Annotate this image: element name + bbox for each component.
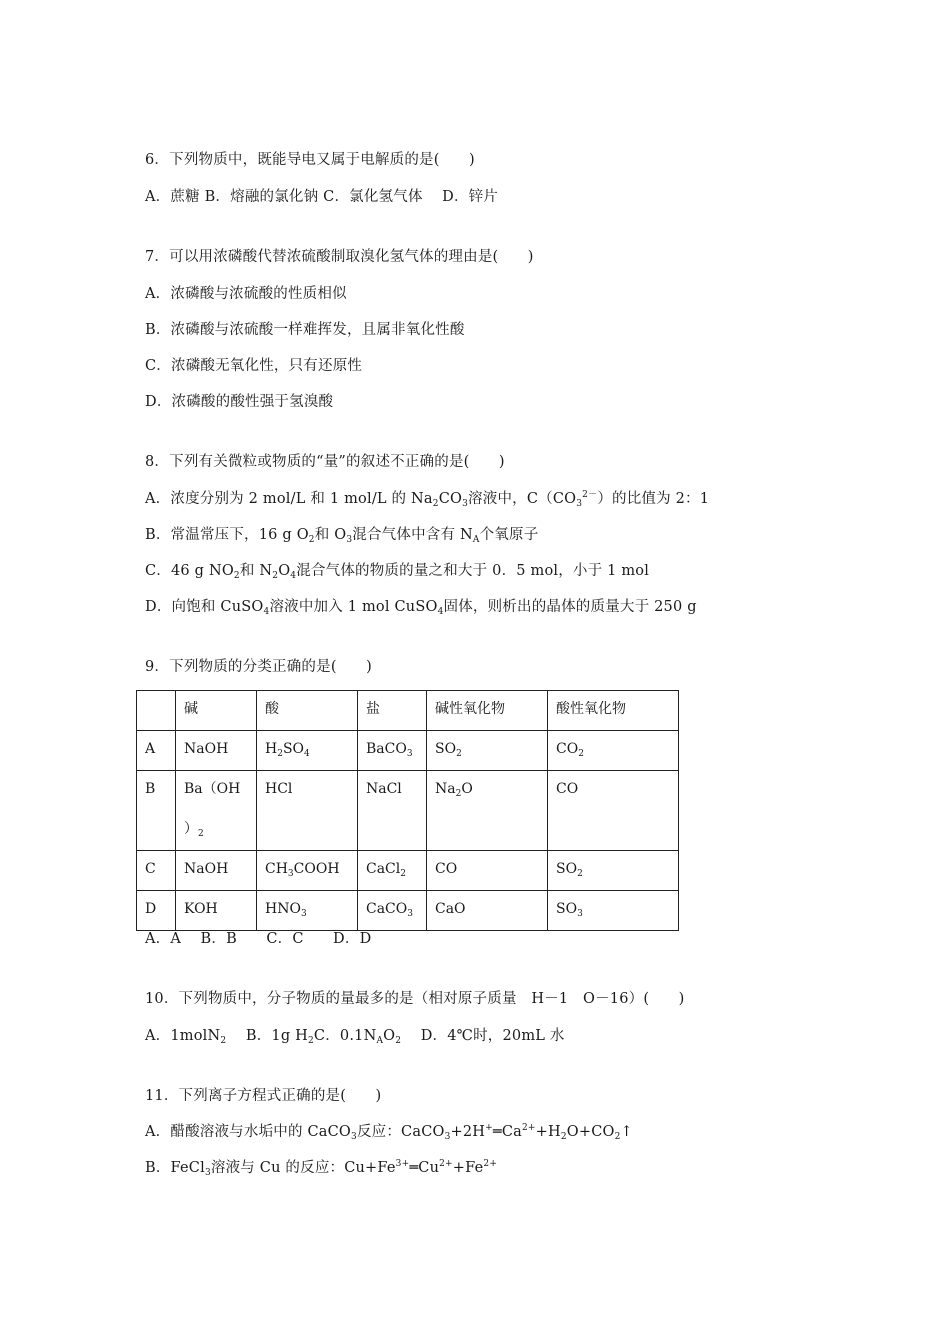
table-header-cell: 酸性氧化物 xyxy=(548,691,679,731)
table-cell: D xyxy=(137,891,176,931)
table-cell: $SO_2$ xyxy=(548,851,679,891)
question-7-option-c: C．浓磷酸无氧化性，只有还原性 xyxy=(145,358,363,374)
table-cell: NaOH xyxy=(176,851,257,891)
question-10-options: A．1molN$_2$ B．1g $H_2C$．$0.1N_AO_2$ D．4℃时，20mL 水 xyxy=(145,1028,565,1046)
table-cell: CaO xyxy=(427,891,548,931)
table-cell: BaCO$_3$ xyxy=(358,731,427,771)
table-cell: $CH_3COOH$ xyxy=(257,851,358,891)
table-cell: NaCl xyxy=(358,771,427,851)
table-header-row xyxy=(137,691,679,731)
question-6-stem: 6．下列物质中，既能导电又属于电解质的是( ) xyxy=(145,152,475,168)
table-cell: HCl xyxy=(257,771,358,851)
question-11-option-b: B．FeCl$_3$溶液与 Cu 的反应：$Cu+Fe^{3+}═Cu^{2+}+Fe^{2+}$ xyxy=(145,1159,498,1178)
table-cell: $HNO_3$ xyxy=(257,891,358,931)
question-10-stem: 10．下列物质中，分子物质的量最多的是（相对原子质量 H－1 O－16）( ) xyxy=(145,991,685,1007)
table-cell: CaCO$_3$ xyxy=(358,891,427,931)
question-11-stem: 11．下列离子方程式正确的是( ) xyxy=(145,1088,382,1104)
question-7-option-b: B．浓磷酸与浓硫酸一样难挥发，且属非氧化性酸 xyxy=(145,322,465,338)
table-cell: CaCl$_2$ xyxy=(358,851,427,891)
table-header-cell: 碱 xyxy=(176,691,257,731)
question-11-option-a: A．醋酸溶液与水垢中的 CaCO$_3$反应：$CaCO_3+2H^+═Ca^{2+}+H_2O+CO_2↑$ xyxy=(145,1123,633,1142)
table-cell: KOH xyxy=(176,891,257,931)
table-cell: Ba（OH ）$_2$ xyxy=(176,771,257,851)
question-7-option-d: D．浓磷酸的酸性强于氢溴酸 xyxy=(145,394,334,410)
question-9-options: A．A B．B C．C D．D xyxy=(145,931,372,947)
table-row xyxy=(137,731,679,771)
table-row xyxy=(137,771,679,851)
question-7-stem: 7．可以用浓磷酸代替浓硫酸制取溴化氢气体的理由是( ) xyxy=(145,249,534,265)
table-cell: B xyxy=(137,771,176,851)
question-7-option-a: A．浓磷酸与浓硫酸的性质相似 xyxy=(145,286,347,302)
question-9-stem: 9．下列物质的分类正确的是( ) xyxy=(145,659,372,675)
table-cell: CO xyxy=(427,851,548,891)
table-row xyxy=(137,851,679,891)
table-header-cell: 碱性氧化物 xyxy=(427,691,548,731)
table-header-cell: 酸 xyxy=(257,691,358,731)
question-8-option-b: B．常温常压下，16 g $O_2$和 $O_3$混合气体中含有 $N_A$个氧原子 xyxy=(145,527,539,545)
question-6-options: A．蔗糖 B．熔融的氯化钠 C．氯化氢气体 D．锌片 xyxy=(145,189,499,205)
table-cell: CO xyxy=(548,771,679,851)
table-cell: $H_2SO_4$ xyxy=(257,731,358,771)
table-cell-wrap: ）$_2$ xyxy=(184,821,204,839)
table-cell: $SO_2$ xyxy=(427,731,548,771)
table-cell: $Na_2O$ xyxy=(427,771,548,851)
table-header-cell xyxy=(137,691,176,731)
question-8-option-c: C．46 g $NO_2$和 $N_2O_4$混合气体的物质的量之和大于 0．5 mol，小于 1 mol xyxy=(145,563,650,581)
table-cell: C xyxy=(137,851,176,891)
table-row xyxy=(137,891,679,931)
table-cell: $SO_3$ xyxy=(548,891,679,931)
question-8-option-a: A．浓度分别为 2 mol/L 和 1 mol/L 的 $Na_2CO_3$溶液中，$C(CO_3^{2-})$的比值为 2：1 xyxy=(145,490,710,509)
table-cell: NaOH xyxy=(176,731,257,771)
question-8-option-d: D．向饱和 CuSO$_4$溶液中加入 1 mol CuSO$_4$固体，则析出的晶体的质量大于 250 g xyxy=(145,599,697,617)
classification-table xyxy=(136,690,679,931)
table-cell: $CO_2$ xyxy=(548,731,679,771)
table-cell: A xyxy=(137,731,176,771)
question-8-stem: 8．下列有关微粒或物质的“量”的叙述不正确的是( ) xyxy=(145,454,505,470)
table-header-cell: 盐 xyxy=(358,691,427,731)
